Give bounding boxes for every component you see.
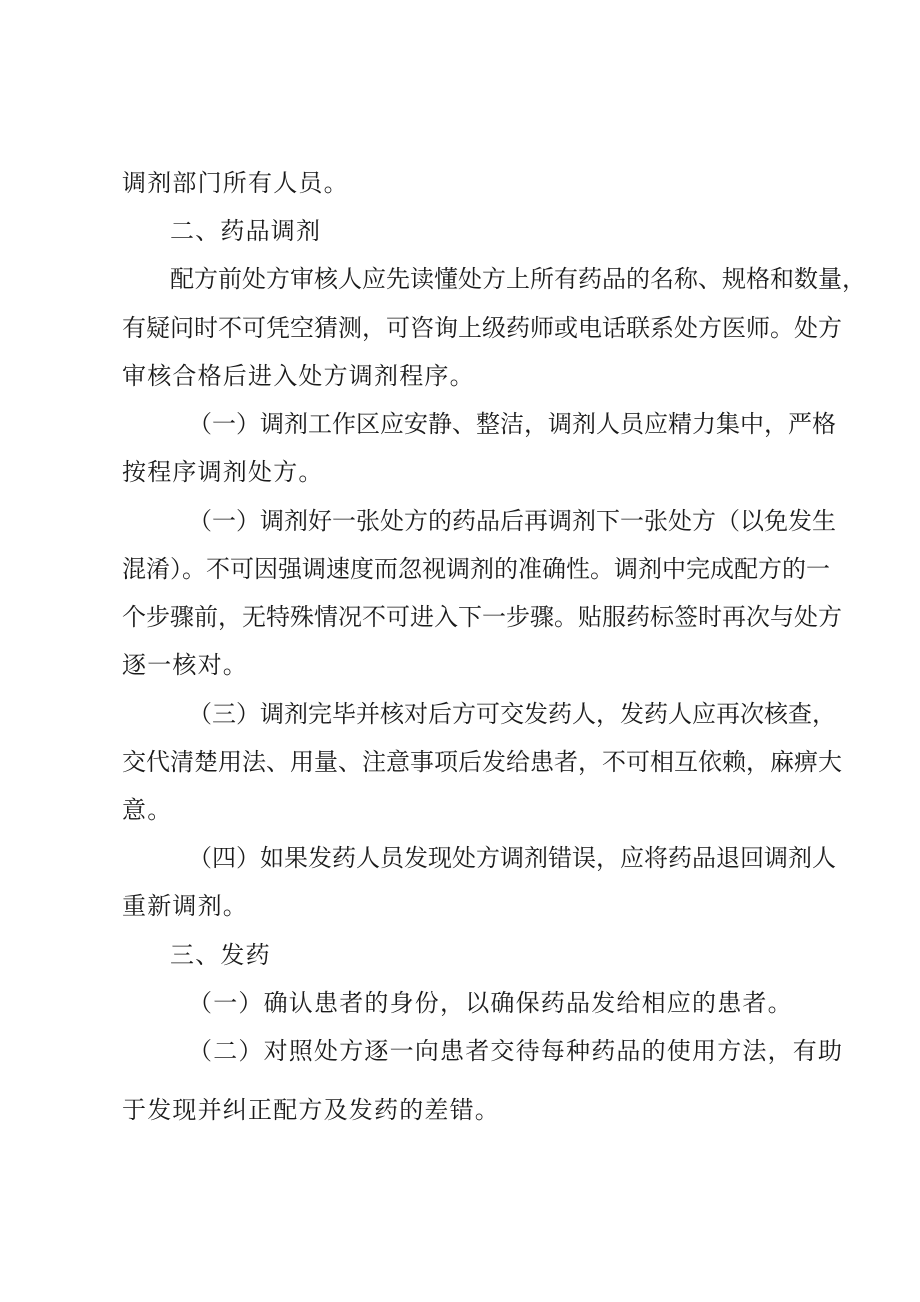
- text-line: （一）确认患者的身份，以确保药品发给相应的患者。: [188, 989, 793, 1017]
- text-line: （一）调剂好一张处方的药品后再调剂下一张处方（以免发生: [188, 507, 836, 535]
- text-line: 按程序调剂处方。: [122, 458, 324, 486]
- text-line: 有疑问时不可凭空猜测，可咨询上级药师或电话联系处方医师。处方: [122, 314, 842, 342]
- text-line: （一）调剂工作区应安静、整洁，调剂人员应精力集中，严格: [188, 410, 836, 438]
- text-line: 逐一核对。: [122, 651, 248, 679]
- text-line: 于发现并纠正配方及发药的差错。: [122, 1096, 500, 1124]
- text-line: 混淆）。不可因强调速度而忽视调剂的准确性。调剂中完成配方的一: [122, 555, 830, 583]
- section-heading: 三、发药: [170, 941, 271, 969]
- section-heading: 二、药品调剂: [170, 217, 322, 245]
- text-line: （三）调剂完毕并核对后方可交发药人，发药人应再次核查，: [188, 700, 836, 728]
- text-line: 审核合格后进入处方调剂程序。: [122, 362, 475, 390]
- text-line: （四）如果发药人员发现处方调剂错误，应将药品退回调剂人: [188, 844, 836, 872]
- text-line: 调剂部门所有人员。: [122, 169, 349, 197]
- text-line: 个步骤前，无特殊情况不可进入下一步骤。贴服药标签时再次与处方: [122, 603, 842, 631]
- text-line: 意。: [122, 796, 173, 824]
- text-line: 配方前处方审核人应先读懂处方上所有药品的名称、规格和数量，: [170, 265, 866, 293]
- text-line: 交代清楚用法、用量、注意事项后发给患者，不可相互依赖，麻痹大: [122, 748, 842, 776]
- text-line: 重新调剂。: [122, 892, 248, 920]
- text-line: （二）对照处方逐一向患者交待每种药品的使用方法，有助: [188, 1037, 844, 1065]
